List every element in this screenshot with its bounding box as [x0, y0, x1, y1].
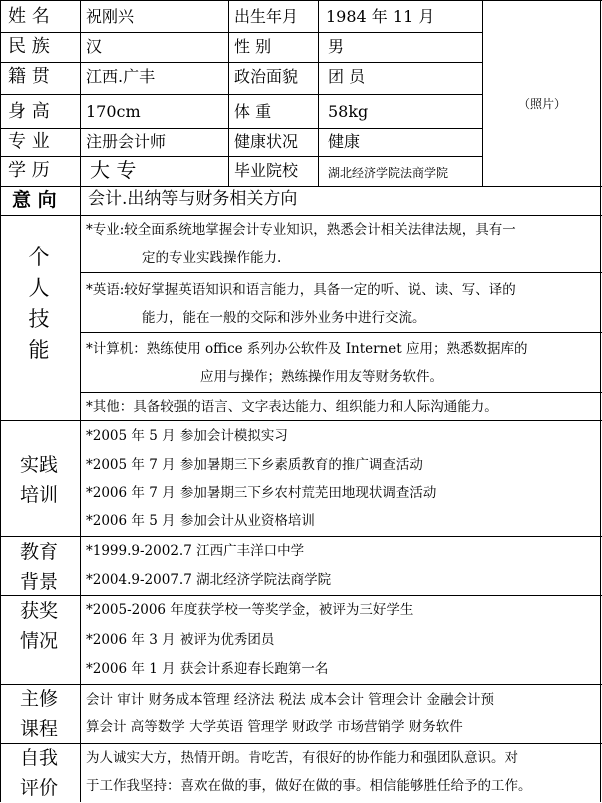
self-eval-line: 为人诚实大方，热情开朗。肯吃苦，有很好的协作能力和强团队意识。对 [86, 750, 518, 766]
grid-line [482, 0, 483, 186]
name-label: 姓 名 [8, 6, 50, 27]
grid-line [0, 62, 482, 63]
school-value: 湖北经济学院法商学院 [328, 166, 449, 180]
weight-label: 体 重 [234, 102, 272, 121]
political-value: 团 员 [328, 67, 366, 86]
award-item: *2005-2006 年度获学校一等奖学金，被评为三好学生 [86, 602, 414, 618]
practice-item: *2006 年 5 月 参加会计从业资格培训 [86, 513, 315, 529]
major-label: 专 业 [8, 131, 50, 152]
health-label: 健康状况 [234, 132, 299, 151]
grid-line [80, 272, 602, 273]
grid-line [0, 156, 482, 157]
weight-value: 58kg [328, 102, 369, 121]
political-label: 政治面貌 [234, 67, 299, 86]
school-label: 毕业院校 [234, 161, 299, 180]
intent-value: 会计.出纳等与财务相关方向 [88, 189, 298, 209]
grid-line [0, 684, 602, 685]
grid-line [0, 420, 602, 421]
grid-line [0, 94, 482, 95]
major-value: 注册会计师 [86, 132, 167, 151]
grid-line [228, 0, 229, 186]
practice-item: *2006 年 7 月 参加暑期三下乡农村荒芜田地现状调查活动 [86, 485, 437, 501]
grid-line [80, 420, 81, 802]
origin-value: 江西.广丰 [86, 67, 156, 86]
self-eval-line: 于工作我坚持：喜欢在做的事，做好在做的事。相信能够胜任给予的工作。 [86, 778, 532, 794]
photo-placeholder: （照片） [518, 97, 567, 111]
education-label: 学 历 [8, 160, 50, 181]
courses-line: 算会计 高等数学 大学英语 管理学 财政学 市场营销学 财务软件 [86, 719, 463, 735]
ethnic-label: 民 族 [8, 36, 50, 57]
grid-line [0, 743, 602, 744]
skill-item: 能力，能在一般的交际和涉外业务中进行交流。 [142, 310, 426, 326]
grid-line [0, 536, 602, 537]
skill-item: 定的专业实践操作能力. [142, 250, 282, 266]
practice-item: *2005 年 7 月 参加暑期三下乡素质教育的推广调查活动 [86, 457, 423, 473]
education-bg-label: 教育背景 [19, 541, 58, 593]
skill-item: 应用与操作；熟练操作用友等财务软件。 [200, 369, 443, 385]
origin-label: 籍 贯 [8, 66, 50, 87]
ethnic-value: 汉 [86, 37, 103, 56]
birth-label: 出生年月 [234, 7, 299, 26]
award-item: *2006 年 1 月 获会计系迎春长跑第一名 [86, 661, 329, 677]
birth-value: 1984 年 11 月 [326, 7, 435, 26]
gender-label: 性 别 [234, 37, 272, 56]
grid-line [80, 392, 602, 393]
courses-label: 主修课程 [19, 688, 58, 740]
education-bg-item: *2004.9-2007.7 湖北经济学院法商学院 [86, 572, 332, 588]
practice-item: *2005 年 5 月 参加会计模拟实习 [86, 428, 288, 444]
intent-label: 意 向 [12, 189, 57, 211]
skill-item: *英语:较好掌握英语知识和语言能力，具备一定的听、说、读、写、译的 [86, 282, 516, 298]
border-top [0, 0, 602, 1]
skill-item: *计算机：熟练使用 office 系列办公软件及 Internet 应用；熟悉数据库的 [86, 341, 528, 357]
education-value: 大 专 [90, 158, 137, 182]
health-value: 健康 [328, 132, 361, 151]
practice-label: 实践培训 [19, 454, 58, 506]
education-bg-item: *1999.9-2002.7 江西广丰洋口中学 [86, 543, 305, 559]
skill-item: *专业:较全面系统地掌握会计专业知识，熟悉会计相关法律法规，具有一 [86, 222, 516, 238]
border-right [600, 0, 601, 802]
award-item: *2006 年 3 月 被评为优秀团员 [86, 632, 275, 648]
grid-line [80, 332, 602, 333]
awards-label: 获奖情况 [19, 600, 58, 652]
grid-line [0, 32, 482, 33]
grid-line [318, 0, 319, 186]
gender-value: 男 [328, 37, 345, 56]
height-label: 身 高 [8, 101, 50, 122]
skill-item: *其他：具备较强的语言、文字表达能力、组织能力和人际沟通能力。 [86, 399, 498, 415]
border-left [0, 0, 1, 802]
grid-line [80, 0, 81, 420]
skills-label: 个人技能 [28, 245, 50, 362]
grid-line [0, 186, 602, 187]
height-value: 170cm [86, 102, 141, 121]
self-eval-label: 自我评价 [19, 747, 58, 799]
grid-line [0, 595, 602, 596]
grid-line [0, 215, 602, 216]
courses-line: 会计 审计 财务成本管理 经济法 税法 成本会计 管理会计 金融会计预 [86, 692, 495, 708]
name-value: 祝刚兴 [86, 7, 135, 26]
grid-line [0, 128, 482, 129]
